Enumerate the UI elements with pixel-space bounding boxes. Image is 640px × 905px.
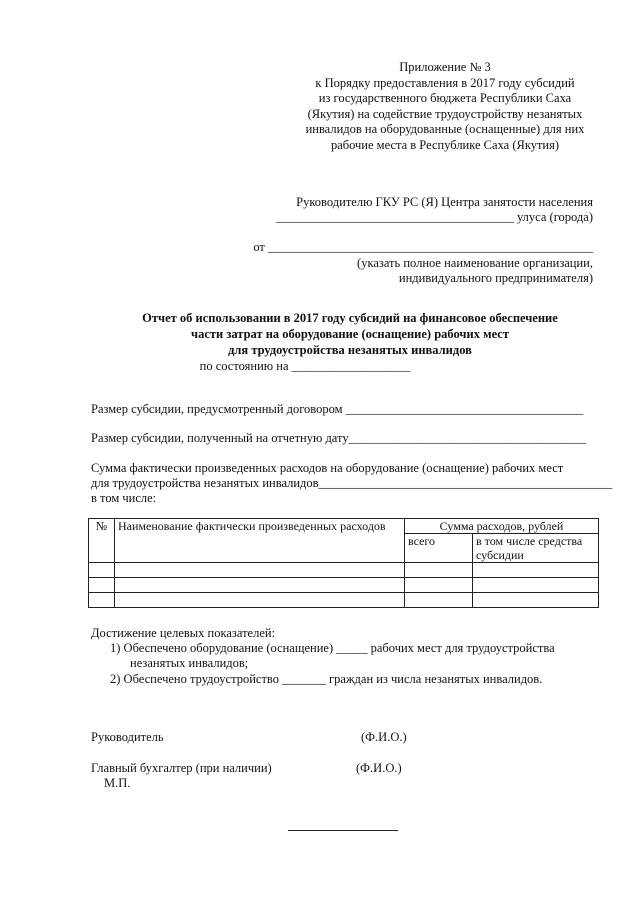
- footer-divider: [288, 830, 398, 831]
- addressee-line: Руководителю ГКУ РС (Я) Центра занятости населения: [296, 195, 593, 209]
- including-label: в том числе:: [91, 491, 157, 505]
- head-fio: (Ф.И.О.): [361, 730, 407, 744]
- table-cell[interactable]: [405, 578, 473, 593]
- appendix-line: Приложение № 3: [399, 60, 491, 74]
- as-of-date: по состоянию на ___________________: [199, 359, 411, 373]
- table-cell[interactable]: [115, 593, 405, 608]
- expenses-table: [88, 518, 599, 608]
- subsidy-received-field[interactable]: Размер субсидии, полученный на отчетную дату______________________________________: [91, 431, 587, 445]
- accountant-fio: (Ф.И.О.): [356, 761, 402, 775]
- table-row: [89, 563, 599, 578]
- table-cell[interactable]: [89, 593, 115, 608]
- from-line: [253, 240, 593, 255]
- table-cell[interactable]: [473, 578, 599, 593]
- table-cell[interactable]: [115, 578, 405, 593]
- table-row: [89, 593, 599, 608]
- title-line-2: части затрат на оборудование (оснащение) рабочих мест: [191, 327, 509, 341]
- appendix-line: (Якутия) на содействие трудоустройству незанятых: [307, 106, 583, 121]
- appendix-line: рабочие места в Республике Саха (Якутия): [330, 137, 560, 152]
- accountant-label: Главный бухгалтер (при наличии): [91, 761, 272, 775]
- table-row: [89, 578, 599, 593]
- col-sum-header: Сумма расходов, рублей: [405, 519, 599, 534]
- from-blank[interactable]: ____________________________________________________: [268, 240, 593, 254]
- target-item-1[interactable]: 1) Обеспечено оборудование (оснащение) _____ рабочих мест для трудоустройства: [110, 641, 555, 655]
- targets-heading: Достижение целевых показателей:: [91, 626, 276, 640]
- table-header-row: [89, 519, 599, 534]
- expenses-line-1: Сумма фактически произведенных расходов на оборудование (оснащение) рабочих мест: [91, 461, 564, 475]
- table-cell[interactable]: [405, 593, 473, 608]
- from-hint-1: (указать полное наименование организации,: [357, 256, 593, 270]
- target-item-2[interactable]: 2) Обеспечено трудоустройство _______ граждан из числа незанятых инвалидов.: [110, 672, 543, 686]
- table-cell[interactable]: [115, 563, 405, 578]
- expenses-field[interactable]: для трудоустройства незанятых инвалидов_______________________________________________: [91, 476, 613, 490]
- district-blank[interactable]: ______________________________________: [276, 210, 514, 224]
- district-suffix: улуса (города): [516, 210, 593, 224]
- report-title: [80, 310, 620, 374]
- head-label: Руководитель: [91, 730, 164, 744]
- appendix-line: из государственного бюджета Республики Саха: [318, 91, 572, 105]
- title-line-3: для трудоустройства незанятых инвалидов: [228, 343, 472, 357]
- col-subsidy-header: в том числе средства субсидии: [473, 534, 599, 563]
- addressee-district-line: [276, 210, 593, 225]
- table-cell[interactable]: [473, 593, 599, 608]
- col-number-header: №: [89, 519, 115, 563]
- col-name-header: Наименование фактически произведенных расходов: [115, 519, 405, 563]
- subsidy-contract-field[interactable]: Размер субсидии, предусмотренный договором ______________________________________: [91, 402, 584, 416]
- target-item-1-cont: незанятых инвалидов;: [130, 656, 249, 670]
- table-cell[interactable]: [405, 563, 473, 578]
- appendix-line: инвалидов на оборудованные (оснащенные) для них: [305, 122, 585, 136]
- table-cell[interactable]: [473, 563, 599, 578]
- from-label: от: [253, 240, 265, 254]
- col-total-header: всего: [405, 534, 473, 563]
- table-cell[interactable]: [89, 578, 115, 593]
- stamp-placeholder: М.П.: [104, 776, 131, 790]
- table-cell[interactable]: [89, 563, 115, 578]
- appendix-header: [300, 60, 590, 153]
- title-line-1: Отчет об использовании в 2017 году субсидий на финансовое обеспечение: [142, 311, 558, 325]
- from-hint-2: индивидуального предпринимателя): [398, 271, 593, 285]
- appendix-line: к Порядку предоставления в 2017 году субсидий: [315, 75, 575, 90]
